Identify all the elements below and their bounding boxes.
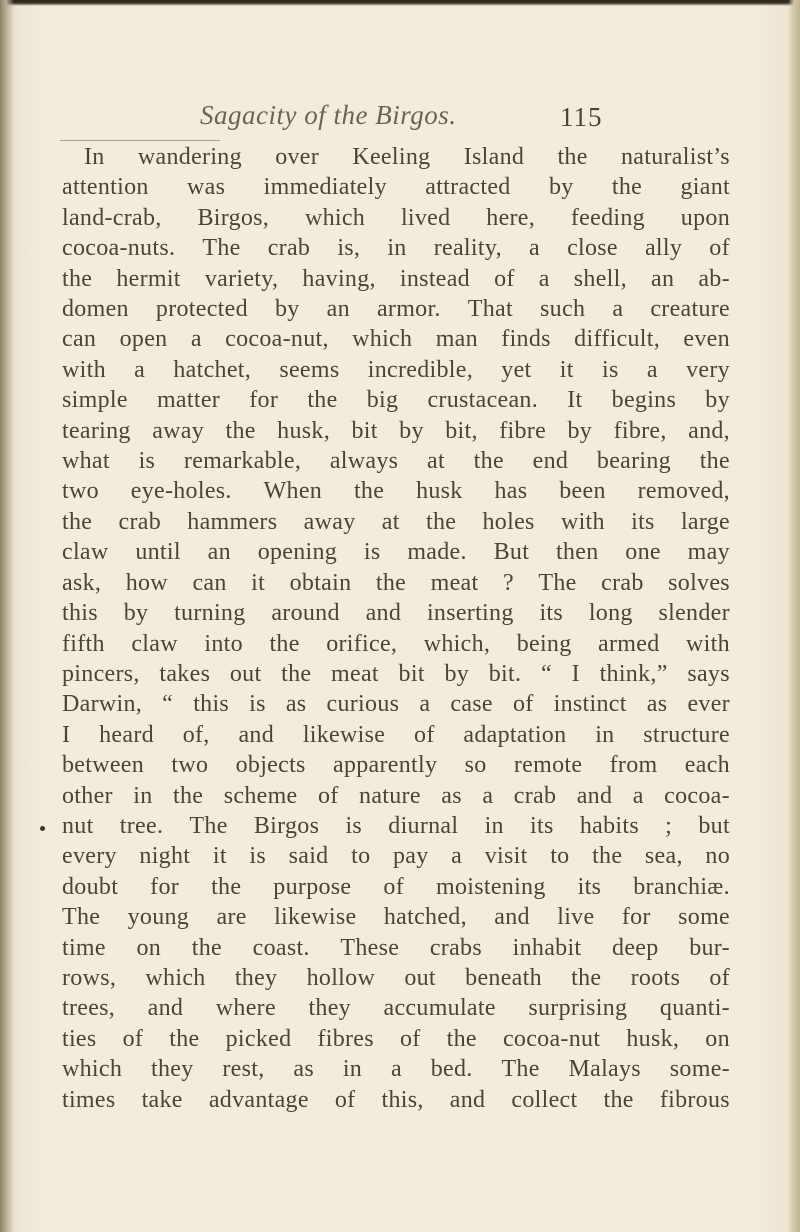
text-line: cocoa-nuts. The crab is, in reality, a close ally of (62, 235, 730, 262)
body-paragraph (62, 142, 730, 1115)
text-line: claw until an opening is made. But then one may (62, 539, 730, 566)
margin-mark (40, 826, 45, 831)
text-line: ask, how can it obtain the meat ? The crab solves (62, 569, 730, 596)
text-line: Darwin, “ this is as curious a case of instinct as ever (62, 691, 730, 718)
page-header (200, 100, 603, 140)
text-line: the crab hammers away at the holes with its large (62, 508, 730, 535)
text-line: land-crab, Birgos, which lived here, feeding upon (62, 204, 730, 231)
text-line: attention was immediately attracted by the giant (62, 174, 730, 201)
text-line: which they rest, as in a bed. The Malays some- (62, 1056, 730, 1083)
text-line: tearing away the husk, bit by bit, fibre by fibre, and, (62, 417, 730, 444)
text-line: can open a cocoa-nut, which man finds difficult, even (62, 326, 730, 353)
text-line: other in the scheme of nature as a crab and a cocoa- (62, 782, 730, 809)
text-line: The young are likewise hatched, and live for some (62, 904, 730, 931)
text-line: doubt for the purpose of moistening its branchiæ. (62, 873, 730, 900)
text-line: fifth claw into the orifice, which, being armed with (62, 630, 730, 657)
text-line: every night it is said to pay a visit to the sea, no (62, 843, 730, 870)
header-rule (60, 140, 220, 141)
text-line: times take advantage of this, and collect the fibrous (62, 1086, 730, 1113)
page-top-edge (0, 0, 800, 6)
page-number: 115 (560, 102, 603, 132)
text-line: simple matter for the big crustacean. It begins by (62, 387, 730, 414)
page-right-edge (788, 0, 800, 1232)
text-line: ties of the picked fibres of the cocoa-nut husk, on (62, 1025, 730, 1052)
text-line: nut tree. The Birgos is diurnal in its habits ; but (62, 812, 730, 839)
running-title: Sagacity of the Birgos. (200, 100, 457, 130)
text-line: In wandering over Keeling Island the naturalist’s (84, 144, 730, 170)
text-line: I heard of, and likewise of adaptation in structure (62, 721, 730, 748)
text-line: this by turning around and inserting its long slender (62, 600, 730, 627)
text-line: time on the coast. These crabs inhabit deep bur- (62, 934, 730, 961)
text-line: with a hatchet, seems incredible, yet it is a very (62, 356, 730, 383)
text-line: what is remarkable, always at the end bearing the (62, 448, 730, 475)
text-line: pincers, takes out the meat bit by bit. “ I think,” says (62, 660, 730, 687)
text-line: trees, and where they accumulate surprising quanti- (62, 995, 730, 1022)
spine-shadow (0, 0, 14, 1232)
text-line: between two objects apparently so remote from each (62, 752, 730, 779)
text-line: the hermit variety, having, instead of a shell, an ab- (62, 265, 730, 292)
text-line: rows, which they hollow out beneath the roots of (62, 964, 730, 991)
text-line: two eye-holes. When the husk has been removed, (62, 478, 730, 505)
text-line: domen protected by an armor. That such a creature (62, 296, 730, 323)
